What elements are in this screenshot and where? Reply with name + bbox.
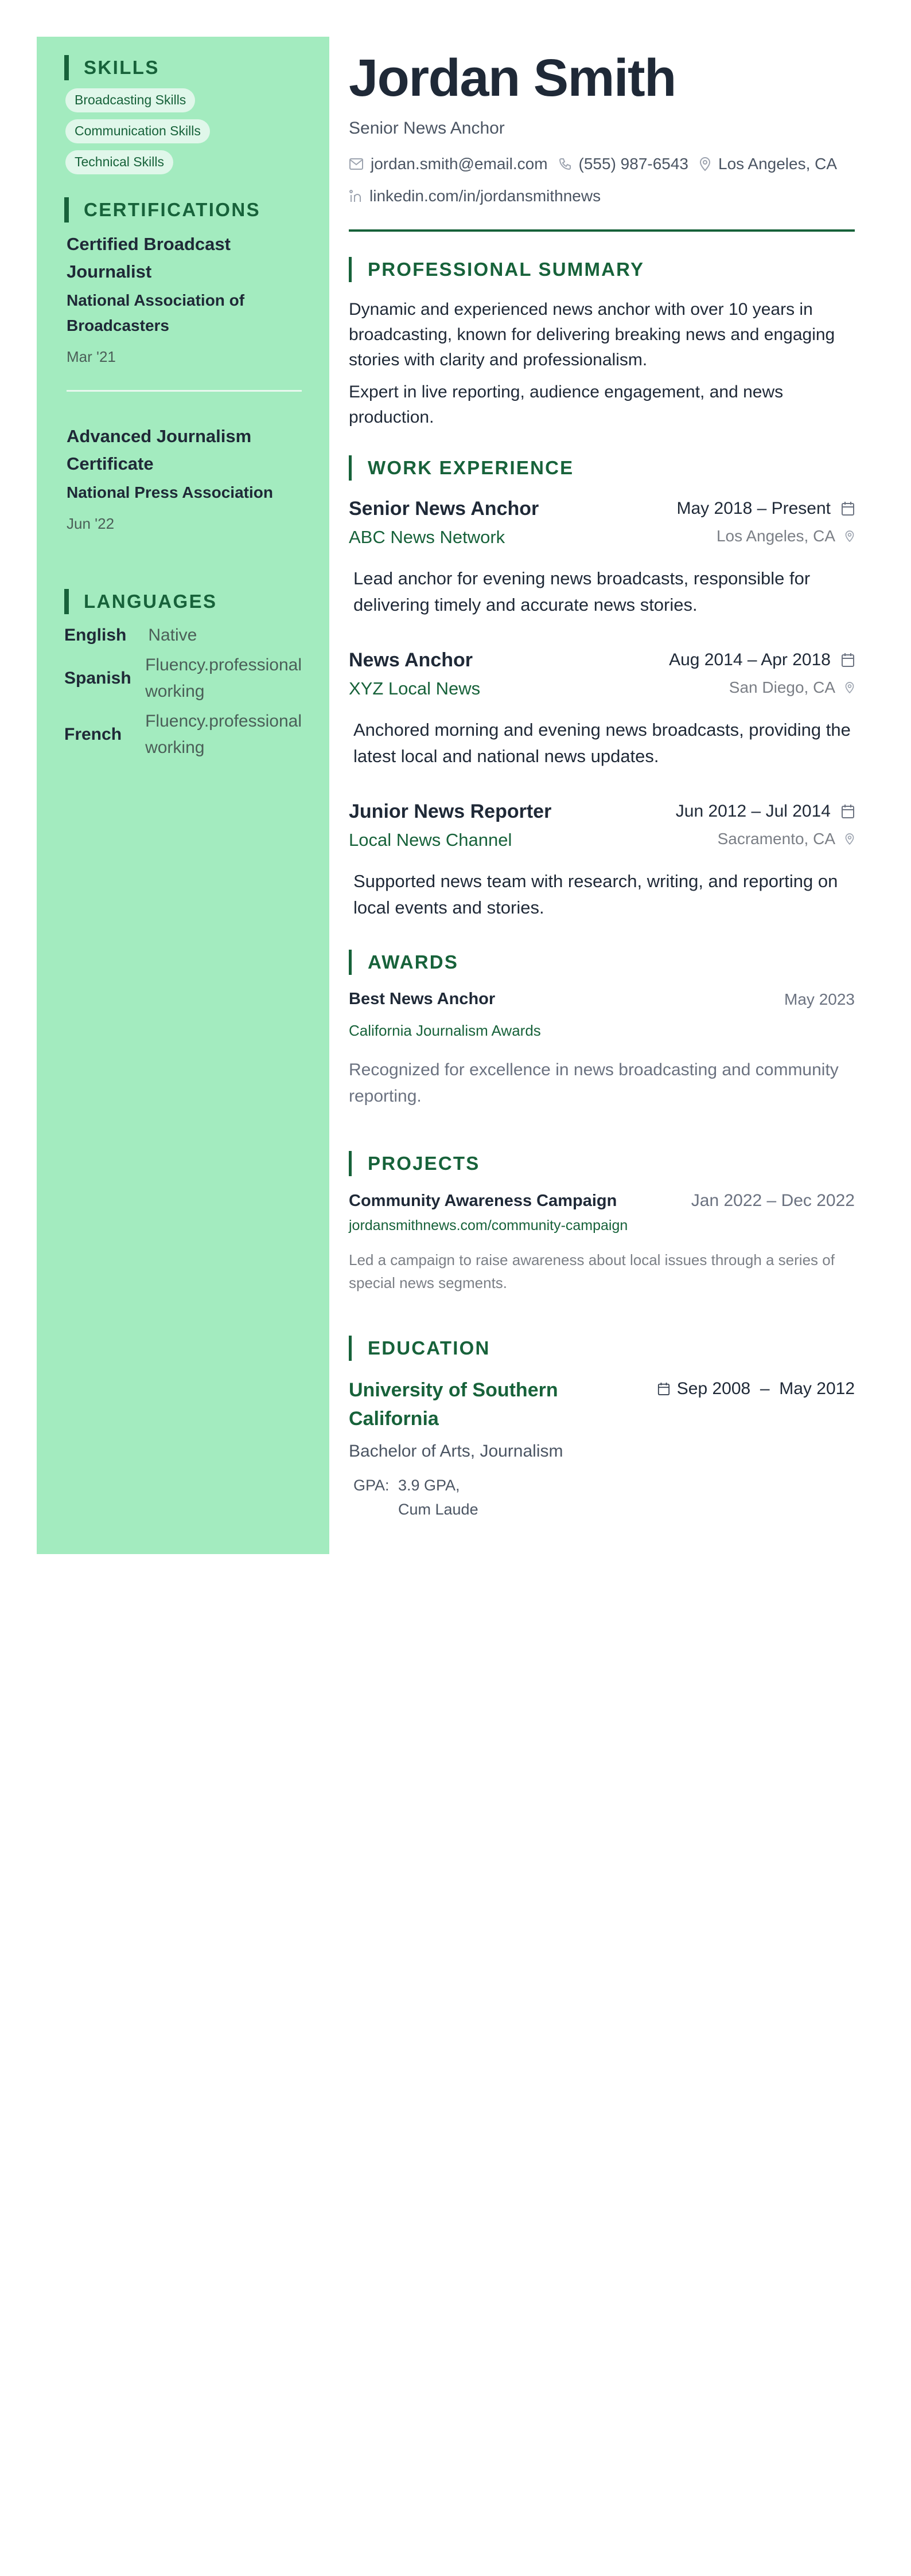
resume-header xyxy=(349,49,855,232)
contact-row xyxy=(349,186,855,206)
job-location-text: Sacramento, CA xyxy=(717,830,835,848)
experience-title: WORK EXPERIENCE xyxy=(368,457,574,478)
certification-name: Advanced Journalism Certificate xyxy=(67,426,252,474)
job-description: Anchored morning and evening news broadcasts, providing the latest local and national news updates. xyxy=(353,720,851,766)
gpa-row xyxy=(349,1473,855,1521)
job-description: Supported news team with research, writing, and reporting on local events and stories. xyxy=(353,871,838,918)
heading-accent-bar xyxy=(349,1336,352,1361)
map-pin-icon xyxy=(844,832,855,846)
certification-org: National Press Association xyxy=(67,483,273,501)
skills-title: SKILLS xyxy=(84,57,159,78)
resume-page xyxy=(37,37,855,1554)
projects-section xyxy=(349,1151,855,1294)
project-description: Led a campaign to raise awareness about local issues through a series of special news segments. xyxy=(349,1251,835,1291)
map-pin-icon xyxy=(844,529,855,543)
certification-date: Jun '22 xyxy=(67,515,115,532)
language-row xyxy=(64,708,302,761)
job-location-text: Los Angeles, CA xyxy=(716,527,835,545)
summary-section xyxy=(349,257,855,430)
award-org: California Journalism Awards xyxy=(349,1022,541,1039)
education-end: May 2012 xyxy=(779,1379,855,1398)
heading-accent-bar xyxy=(349,1151,352,1176)
award-entry xyxy=(349,990,855,1110)
job-location xyxy=(729,678,855,697)
certification-item xyxy=(64,231,302,367)
section-heading xyxy=(349,950,855,975)
award-title: Best News Anchor xyxy=(349,990,496,1008)
degree: Bachelor of Arts, Journalism xyxy=(349,1442,563,1461)
section-heading xyxy=(64,589,302,614)
section-heading xyxy=(349,455,855,481)
gpa-label: GPA: xyxy=(353,1477,390,1494)
linkedin-text: linkedin.com/in/jordansmithnews xyxy=(369,187,601,205)
skill-chip: Communication Skills xyxy=(65,119,210,143)
languages-section xyxy=(64,589,302,761)
email-text: jordan.smith@email.com xyxy=(371,155,548,173)
awards-title: AWARDS xyxy=(368,951,459,973)
job-dates xyxy=(677,499,855,518)
job-entry xyxy=(349,798,855,921)
job-company: Local News Channel xyxy=(349,830,512,850)
candidate-name: Jordan Smith xyxy=(349,49,676,107)
job-location-text: San Diego, CA xyxy=(729,678,835,696)
language-row xyxy=(64,652,302,705)
experience-section xyxy=(349,455,855,921)
summary-paragraph: Expert in live reporting, audience engagement, and news production. xyxy=(349,383,784,427)
language-row xyxy=(64,622,302,649)
calendar-icon xyxy=(841,653,855,668)
sidebar xyxy=(37,37,329,1554)
education-entry xyxy=(349,1376,855,1521)
map-pin-icon xyxy=(844,681,855,694)
heading-accent-bar xyxy=(64,55,69,80)
certification-divider xyxy=(67,390,302,392)
calendar-icon xyxy=(841,804,855,819)
project-link[interactable]: jordansmithnews.com/community-campaign xyxy=(349,1217,628,1234)
job-company: ABC News Network xyxy=(349,527,505,547)
date-separator: – xyxy=(750,1379,780,1398)
heading-accent-bar xyxy=(349,257,352,282)
skill-chip: Broadcasting Skills xyxy=(65,88,195,112)
location-text: Los Angeles, CA xyxy=(718,155,838,173)
job-company: XYZ Local News xyxy=(349,678,481,698)
phone-text: (555) 987-6543 xyxy=(578,155,689,173)
education-title: EDUCATION xyxy=(368,1337,490,1359)
job-description: Lead anchor for evening news broadcasts, responsible for delivering timely and accurate news stories. xyxy=(353,568,811,615)
map-pin-icon xyxy=(699,157,711,171)
job-location xyxy=(717,527,855,545)
section-heading xyxy=(349,257,855,282)
education-dates xyxy=(657,1379,855,1399)
project-entry xyxy=(349,1191,855,1294)
certification-item xyxy=(64,423,302,534)
skills-list xyxy=(64,88,302,174)
contact-email[interactable] xyxy=(349,154,548,174)
heading-accent-bar xyxy=(64,197,69,223)
language-level: Fluency.professional working xyxy=(145,712,302,757)
heading-accent-bar xyxy=(349,455,352,481)
job-title: News Anchor xyxy=(349,649,473,671)
section-heading xyxy=(64,55,302,80)
calendar-icon xyxy=(657,1382,670,1396)
contact-linkedin[interactable] xyxy=(349,186,601,206)
education-section xyxy=(349,1336,855,1521)
award-description: Recognized for excellence in news broadcasting and community reporting. xyxy=(349,1060,839,1106)
language-name: French xyxy=(64,725,122,744)
skills-section xyxy=(64,55,302,174)
section-heading xyxy=(349,1336,855,1361)
job-title: Senior News Anchor xyxy=(349,498,539,520)
phone-icon xyxy=(558,157,572,171)
heading-accent-bar xyxy=(349,950,352,975)
language-name: English xyxy=(64,626,127,645)
job-dates xyxy=(669,650,855,670)
summary-title: PROFESSIONAL SUMMARY xyxy=(368,259,645,280)
certifications-section xyxy=(64,197,302,534)
certification-date: Mar '21 xyxy=(67,348,116,365)
main-content xyxy=(329,37,855,1521)
language-level: Fluency.professional working xyxy=(145,655,302,701)
language-name: Spanish xyxy=(64,669,131,688)
contact-row xyxy=(349,154,855,174)
skill-chip: Technical Skills xyxy=(65,150,173,174)
candidate-headline: Senior News Anchor xyxy=(349,119,505,138)
header-divider xyxy=(349,229,855,232)
job-entry xyxy=(349,647,855,770)
certification-name: Certified Broadcast Journalist xyxy=(67,234,231,282)
education-start: Sep 2008 xyxy=(676,1379,751,1398)
envelope-icon xyxy=(349,158,364,170)
job-entry xyxy=(349,495,855,618)
gpa-value: 3.9 GPA, Cum Laude xyxy=(398,1477,478,1518)
job-title: Junior News Reporter xyxy=(349,801,552,822)
project-dates: Jan 2022 – Dec 2022 xyxy=(691,1191,855,1210)
job-dates-text: Jun 2012 – Jul 2014 xyxy=(675,802,831,821)
contact-location xyxy=(699,154,837,174)
certification-org: National Association of Broadcasters xyxy=(67,291,245,334)
section-heading xyxy=(349,1151,855,1176)
job-dates-text: Aug 2014 – Apr 2018 xyxy=(669,650,831,669)
job-dates-text: May 2018 – Present xyxy=(676,499,831,518)
job-dates xyxy=(676,802,855,821)
contact-phone[interactable] xyxy=(558,154,688,174)
section-heading xyxy=(64,197,302,223)
languages-title: LANGUAGES xyxy=(84,591,217,612)
school-name: University of Southern California xyxy=(349,1379,558,1430)
calendar-icon xyxy=(841,501,855,516)
summary-paragraph: Dynamic and experienced news anchor with over 10 years in broadcasting, known for delivering breaking news and engaging stories with clarity and professionalism. xyxy=(349,300,835,369)
job-location xyxy=(718,830,855,848)
awards-section xyxy=(349,950,855,1110)
award-date: May 2023 xyxy=(784,990,855,1008)
certifications-title: CERTIFICATIONS xyxy=(84,199,260,220)
linkedin-icon xyxy=(349,189,363,203)
heading-accent-bar xyxy=(64,589,69,614)
project-title: Community Awareness Campaign xyxy=(349,1191,617,1210)
projects-title: PROJECTS xyxy=(368,1153,480,1174)
language-level: Native xyxy=(148,626,197,645)
